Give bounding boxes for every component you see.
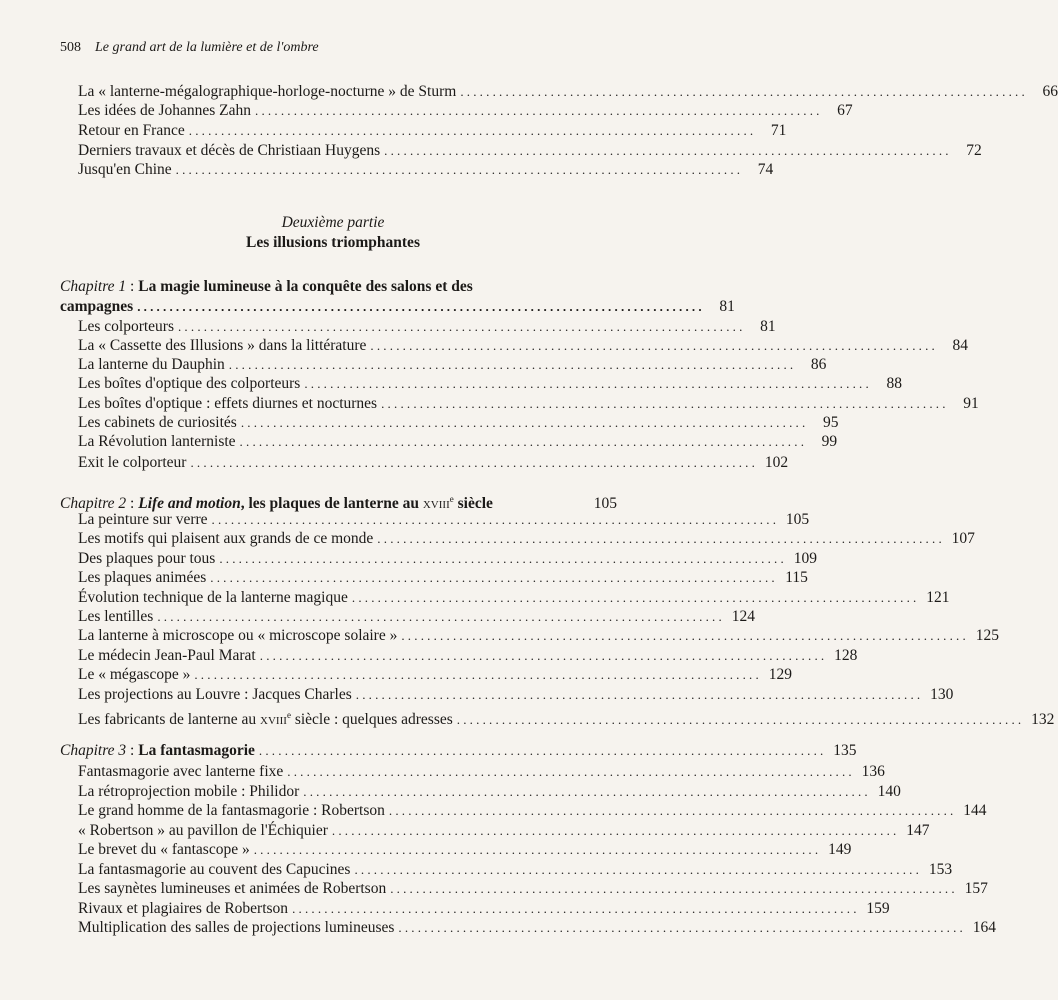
running-title: Le grand art de la lumière et de l'ombre bbox=[95, 40, 319, 55]
chapter-page: 81 bbox=[719, 298, 735, 315]
entry-title: Les boîtes d'optique des colporteurs bbox=[78, 375, 301, 392]
dot-leader: ........................................................................................ bbox=[211, 512, 780, 527]
entry-page: 129 bbox=[768, 666, 792, 683]
toc-entry[interactable] bbox=[78, 141, 982, 161]
chapter-title-end: siècle bbox=[457, 495, 493, 513]
entry-title: Les plaques animées bbox=[78, 569, 207, 586]
entry-title: La fantasmagorie au couvent des Capucines bbox=[78, 861, 351, 878]
dot-leader: ........................................................................................ bbox=[240, 415, 809, 430]
entry-title: Le « mégascope » bbox=[78, 666, 191, 683]
entry-page: 125 bbox=[975, 627, 999, 644]
dot-leader: ........................................................................................ bbox=[384, 143, 952, 158]
dot-leader: ........................................................................................ bbox=[177, 319, 746, 334]
chapter-label: Chapitre 2 bbox=[60, 495, 127, 513]
dot-leader: ........................................................................................ bbox=[303, 784, 871, 799]
entry-title: Les cabinets de curiosités bbox=[78, 414, 237, 431]
entry-page: 84 bbox=[952, 337, 969, 354]
toc-entry[interactable] bbox=[78, 394, 979, 414]
entry-page: 102 bbox=[764, 454, 789, 471]
toc-entry[interactable] bbox=[78, 432, 838, 452]
running-head bbox=[60, 40, 319, 56]
toc-entry[interactable] bbox=[78, 101, 853, 121]
entry-title: Exit le colporteur bbox=[78, 454, 187, 471]
entry-page: 86 bbox=[810, 356, 827, 373]
entry-page: 130 bbox=[930, 686, 954, 703]
dot-leader: ........................................................................................ bbox=[390, 881, 958, 896]
dot-leader: ........................................................................................ bbox=[292, 901, 860, 916]
dot-leader: ........................................................................................ bbox=[370, 338, 939, 353]
toc-entry[interactable] bbox=[78, 588, 950, 608]
entry-title: La lanterne du Dauphin bbox=[78, 356, 225, 373]
toc-entry[interactable] bbox=[78, 568, 808, 588]
century-numeral: xviii bbox=[260, 711, 287, 729]
entry-title: Les colporteurs bbox=[78, 318, 174, 335]
entry-title: Jusqu'en Chine bbox=[78, 161, 172, 178]
dot-leader: ........................................................................................ bbox=[190, 455, 759, 470]
dot-leader: ........................................................................................ bbox=[175, 162, 744, 177]
dot-leader: ........................................................................................ bbox=[157, 609, 725, 624]
entry-page: 157 bbox=[964, 880, 988, 897]
entry-title: Rivaux et plagiaires de Robertson bbox=[78, 900, 289, 917]
entry-page: 81 bbox=[760, 318, 776, 335]
dot-leader: ........................................................................................ bbox=[255, 103, 823, 118]
chapter-title: La magie lumineuse à la conquête des salons et des bbox=[138, 278, 473, 295]
toc-entry[interactable] bbox=[78, 355, 827, 375]
entry-title: Les fabricants de lanterne au bbox=[78, 711, 257, 729]
dot-leader: ........................................................................................ bbox=[377, 531, 945, 546]
entry-page: 149 bbox=[828, 841, 852, 858]
toc-entry[interactable] bbox=[78, 685, 954, 705]
entry-page: 164 bbox=[972, 919, 997, 936]
toc-entry[interactable] bbox=[78, 840, 852, 860]
chapter-heading[interactable]: Chapitre 3 : La fantasmagorie ........................................................................................ 135 bbox=[60, 742, 857, 759]
entry-page: 121 bbox=[926, 589, 950, 606]
part-label: Deuxième partie bbox=[281, 214, 385, 231]
entry-page: 147 bbox=[906, 822, 930, 839]
toc-entry[interactable] bbox=[78, 879, 988, 899]
toc-entry[interactable] bbox=[78, 374, 902, 394]
entry-page: 72 bbox=[966, 142, 982, 159]
chapter-title-italic: Life and motion bbox=[138, 495, 241, 513]
entry-title: La « Cassette des Illusions » dans la littérature bbox=[78, 337, 367, 354]
entry-page: 66 bbox=[1042, 83, 1058, 100]
toc-entry[interactable] bbox=[78, 82, 1058, 102]
dot-leader: ........................................................................................ bbox=[258, 743, 827, 758]
century-superscript: e bbox=[449, 494, 454, 504]
entry-title: Retour en France bbox=[78, 122, 185, 139]
entry-page: 91 bbox=[963, 395, 979, 412]
entry-title-rest: siècle : quelques adresses bbox=[294, 711, 453, 729]
toc-entry[interactable] bbox=[78, 453, 789, 473]
part-title: Les illusions triomphantes bbox=[246, 234, 420, 251]
entry-title: Évolution technique de la lanterne magique bbox=[78, 589, 348, 606]
toc-entry[interactable] bbox=[78, 646, 858, 666]
entry-page: 128 bbox=[834, 647, 858, 664]
entry-page: 124 bbox=[731, 608, 755, 625]
entry-title: La Révolution lanterniste bbox=[78, 433, 236, 450]
dot-leader: ........................................................................................ bbox=[456, 712, 1025, 728]
chapter-label: Chapitre 3 bbox=[60, 742, 127, 759]
dot-leader: ........................................................................................ bbox=[253, 842, 822, 857]
dot-leader: ........................................................................................ bbox=[210, 570, 778, 585]
dot-leader: ........................................................................................ bbox=[194, 667, 762, 682]
entry-page: 159 bbox=[866, 900, 890, 917]
toc-entry[interactable] bbox=[78, 626, 999, 646]
century-numeral: xviii bbox=[422, 495, 450, 513]
toc-entry[interactable] bbox=[78, 762, 885, 782]
entry-title: La rétroprojection mobile : Philidor bbox=[78, 783, 300, 800]
dot-leader: ........................................................................................ bbox=[239, 434, 808, 449]
dot-leader: ........................................................................................ bbox=[355, 687, 924, 702]
entry-title: Les lentilles bbox=[78, 608, 154, 625]
entry-title: La peinture sur verre bbox=[78, 511, 208, 528]
entry-page: 95 bbox=[822, 414, 839, 431]
dot-leader: ........................................................................................ bbox=[460, 84, 1028, 99]
entry-page: 88 bbox=[886, 375, 902, 392]
toc-entry[interactable] bbox=[78, 529, 975, 549]
entry-page: 107 bbox=[951, 530, 975, 547]
dot-leader: ........................................................................................ bbox=[354, 862, 923, 877]
dot-leader: ........................................................................................ bbox=[137, 299, 705, 314]
toc-entry[interactable] bbox=[78, 317, 776, 337]
toc-entry[interactable] bbox=[78, 899, 890, 919]
dot-leader: ........................................................................................ bbox=[304, 376, 872, 391]
page-number: 508 bbox=[60, 40, 81, 55]
dot-leader: ........................................................................................ bbox=[331, 823, 900, 838]
dot-leader: ........................................................................................ bbox=[388, 803, 957, 818]
entry-title: La « lanterne-mégalographique-horloge-nocturne » de Sturm bbox=[78, 83, 457, 100]
dot-leader: ........................................................................................ bbox=[228, 357, 797, 372]
dot-leader: ........................................................................................ bbox=[351, 590, 920, 605]
entry-title: Les idées de Johannes Zahn bbox=[78, 102, 252, 119]
entry-title: Multiplication des salles de projections lumineuses bbox=[78, 919, 395, 936]
entry-title: Les projections au Louvre : Jacques Charles bbox=[78, 686, 352, 703]
entry-title: Fantasmagorie avec lanterne fixe bbox=[78, 763, 284, 780]
entry-title: « Robertson » au pavillon de l'Échiquier bbox=[78, 822, 328, 839]
dot-leader: ........................................................................................ bbox=[401, 628, 969, 643]
chapter-heading-cont[interactable] bbox=[60, 297, 735, 317]
entry-page: 140 bbox=[877, 783, 901, 800]
toc-entry[interactable] bbox=[78, 607, 755, 627]
entry-page: 115 bbox=[785, 569, 808, 586]
entry-page: 136 bbox=[861, 763, 885, 780]
entry-page: 153 bbox=[928, 861, 953, 878]
entry-title: Le grand homme de la fantasmagorie : Robertson bbox=[78, 802, 385, 819]
chapter-page: 135 bbox=[833, 742, 857, 759]
entry-title: Des plaques pour tous bbox=[78, 550, 216, 567]
entry-title: Le brevet du « fantascope » bbox=[78, 841, 250, 858]
toc-entry[interactable] bbox=[78, 801, 987, 821]
toc-entry[interactable] bbox=[78, 821, 930, 841]
entry-page: 99 bbox=[821, 433, 838, 450]
entry-title: Les saynètes lumineuses et animées de Robertson bbox=[78, 880, 387, 897]
toc-entry[interactable] bbox=[78, 160, 774, 180]
chapter-heading[interactable]: Chapitre 1 : La magie lumineuse à la conquête des salons et des bbox=[60, 278, 473, 295]
entry-page: 105 bbox=[785, 511, 810, 528]
entry-title: La lanterne à microscope ou « microscope solaire » bbox=[78, 627, 398, 644]
dot-leader: ........................................................................................ bbox=[219, 551, 787, 566]
dot-leader: ........................................................................................ bbox=[381, 396, 949, 411]
entry-title: Les motifs qui plaisent aux grands de ce monde bbox=[78, 530, 374, 547]
entry-page: 109 bbox=[793, 550, 817, 567]
chapter-label: Chapitre 1 bbox=[60, 278, 127, 295]
entry-page: 71 bbox=[770, 122, 787, 139]
toc-entry[interactable] bbox=[78, 510, 810, 530]
century-superscript: e bbox=[286, 710, 291, 720]
toc-entry[interactable] bbox=[78, 336, 969, 356]
dot-leader: ........................................................................................ bbox=[287, 764, 855, 779]
entry-title: Le médecin Jean-Paul Marat bbox=[78, 647, 256, 664]
toc-entry[interactable] bbox=[78, 782, 901, 802]
toc-entry[interactable] bbox=[78, 705, 1055, 729]
entry-title: Derniers travaux et décès de Christiaan Huygens bbox=[78, 142, 381, 159]
chapter-page: 105 bbox=[593, 495, 617, 513]
dot-leader: ........................................................................................ bbox=[398, 920, 967, 935]
chapter-title: La fantasmagorie bbox=[138, 742, 255, 759]
toc-entry[interactable] bbox=[78, 665, 792, 685]
toc-entry[interactable] bbox=[78, 549, 817, 569]
entry-page: 144 bbox=[963, 802, 987, 819]
toc-entry[interactable] bbox=[78, 918, 997, 938]
entry-page: 74 bbox=[757, 161, 774, 178]
chapter-title: , les plaques de lanterne au bbox=[240, 495, 419, 513]
chapter-heading[interactable]: Chapitre 2 : Life and motion, les plaques de lanterne au xviii$^e$ siècle 105 bbox=[60, 494, 617, 513]
entry-title: Les boîtes d'optique : effets diurnes et nocturnes bbox=[78, 395, 378, 412]
chapter-title-cont: campagnes bbox=[60, 298, 134, 315]
toc-entry[interactable] bbox=[78, 121, 787, 141]
toc-entry[interactable] bbox=[78, 413, 839, 433]
entry-page: 132 bbox=[1031, 711, 1055, 729]
toc-entry[interactable] bbox=[78, 860, 953, 880]
entry-page: 67 bbox=[837, 102, 853, 119]
dot-leader: ........................................................................................ bbox=[259, 648, 828, 663]
dot-leader: ........................................................................................ bbox=[188, 123, 757, 138]
